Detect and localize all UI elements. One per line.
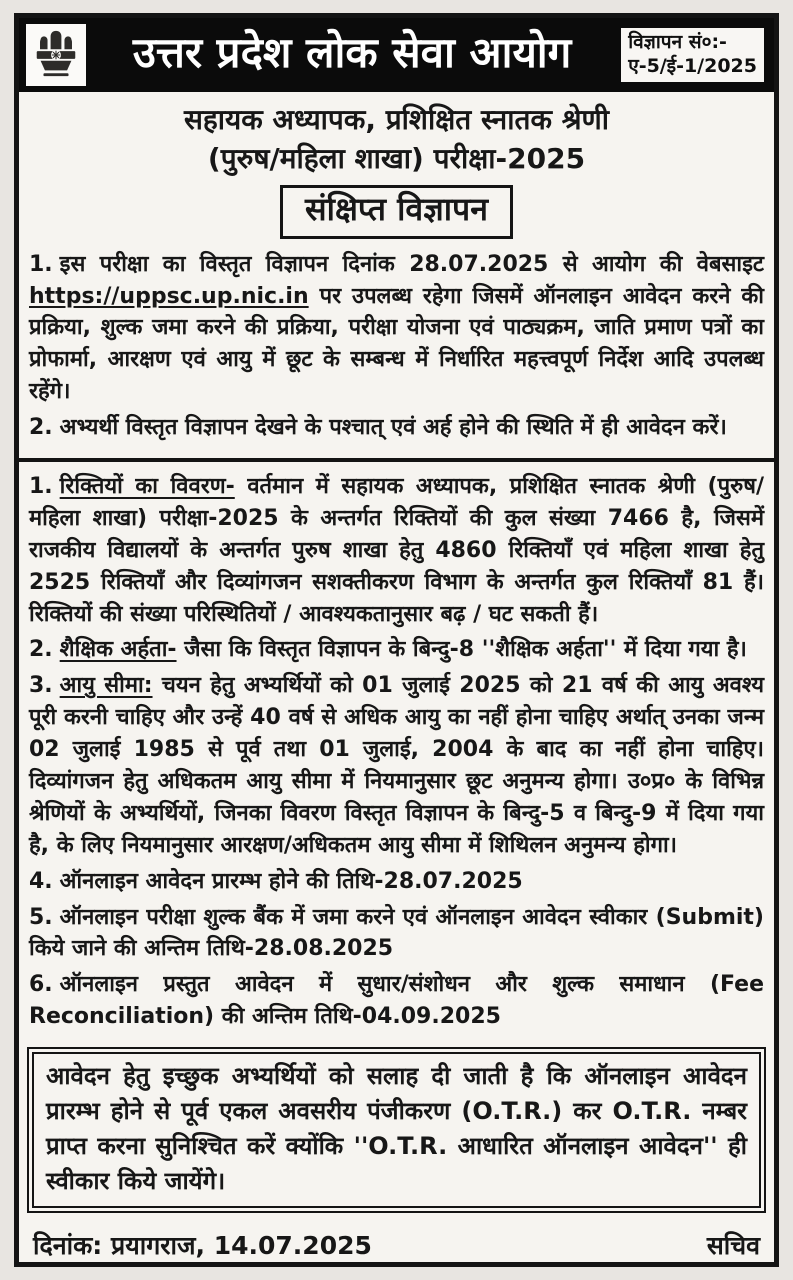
point-number: 6. xyxy=(29,972,53,998)
point-number: 3. xyxy=(29,673,53,699)
otr-advisory-box xyxy=(27,1047,766,1213)
exam-title-line2: (पुरुष/महिला शाखा) परीक्षा-2025 xyxy=(207,141,586,175)
footer-signatory: सचिव xyxy=(706,1231,760,1261)
point-age-limit xyxy=(29,670,764,861)
start-date-value: 28.07.2025 xyxy=(409,251,549,277)
section-divider xyxy=(19,458,774,462)
org-name: उत्तर प्रदेश लोक सेवा आयोग xyxy=(132,27,572,77)
intro-para-2 xyxy=(29,412,764,444)
advert-number-box xyxy=(618,25,767,85)
point-qualification xyxy=(29,634,764,666)
point-body: वर्तमान में सहायक अध्यापक, प्रशिक्षित स्नातक श्रेणी (पुरुष/महिला शाखा) परीक्षा-2025 के अन्तर्गत रिक्तियों की कुल संख्या 7466 है, जिसमें राजकीय विद्यालयों के अन्तर्गत पुरुष शाखा हेतु 4860 रिक्तियाँ एवं महिला शाखा हेतु 2525 रिक्तियाँ और दिव्यांगजन सशक्तीकरण विभाग के अन्तर्गत कुल रिक्तियाँ 81 हैं। रिक्तियों की संख्या परिस्थितियों / आवश्यकतानुसार बढ़ / घट सकती हैं। xyxy=(29,473,764,627)
advert-number-label: विज्ञापन सं०:- xyxy=(628,31,727,54)
point-last-date-submit xyxy=(29,902,764,966)
masthead xyxy=(19,18,774,92)
point-body: ऑनलाइन परीक्षा शुल्क बैंक में जमा करने एवं ऑनलाइन आवेदन स्वीकार (Submit) किये जाने की अन्तिम तिथि- xyxy=(29,904,764,962)
notice-type-label: संक्षिप्त विज्ञापन xyxy=(305,190,488,229)
point-body: चयन हेतु अभ्यर्थियों को 01 जुलाई 2025 को 21 वर्ष की आयु अवश्य पूरी करनी चाहिए और उन्हें 40 वर्ष से अधिक आयु का नहीं होना चाहिए अर्थात् उनका जन्म 02 जुलाई 1985 से पूर्व तथा 01 जुलाई, 2004 के बाद का नहीं होना चाहिए। दिव्यांगजन हेतु अधिकतम आयु सीमा में नियमानुसार छूट अनुमन्य होगा। उ०प्र० के विभिन्न श्रेणियों के अभ्यर्थियों, जिनका विवरण विस्तृत विज्ञापन के बिन्दु-5 व बिन्दु-9 में दिया गया है, के लिए नियमानुसार आरक्षण/अधिकतम आयु सीमा में शिथिलन अनुमन्य होगा। xyxy=(29,673,764,858)
point-number: 4. xyxy=(29,868,53,894)
date-value: 28.07.2025 xyxy=(383,868,523,894)
para-number: 1. xyxy=(29,251,53,277)
point-body: ऑनलाइन आवेदन प्रारम्भ होने की तिथि- xyxy=(59,868,384,894)
intro-para-1 xyxy=(29,249,764,408)
intro-section xyxy=(19,243,774,452)
notice-type-box xyxy=(280,185,513,238)
footer xyxy=(19,1219,774,1262)
intro-para-2-text: अभ्यर्थी विस्तृत विज्ञापन देखने के पश्चात् एवं अर्ह होने की स्थिति में ही आवेदन करें। xyxy=(59,415,727,441)
website-url: https://uppsc.up.nic.in xyxy=(29,283,309,309)
point-number: 5. xyxy=(29,904,53,930)
intro-para-1-text-b: से आयोग की वेबसाइट xyxy=(548,251,765,277)
exam-title-line1: सहायक अध्यापक, प्रशिक्षित स्नातक श्रेणी xyxy=(183,103,610,136)
otr-advisory-text: आवेदन हेतु इच्छुक अभ्यर्थियों को सलाह दी जाती है कि ऑनलाइन आवेदन प्रारम्भ होने से पूर्व एकल अवसरीय पंजीकरण (O.T.R.) कर O.T.R. नम्बर प्राप्त करना सुनिश्चित करें क्योंकि ''O.T.R. आधारित ऑनलाइन आवेदन'' ही स्वीकार किये जायेंगे। xyxy=(32,1052,761,1208)
date-value: 28.08.2025 xyxy=(253,936,394,962)
point-body: जैसा कि विस्तृत विज्ञापन के बिन्दु-8 ''शैक्षिक अर्हता'' में दिया गया है। xyxy=(176,637,747,663)
point-last-date-correction xyxy=(29,969,764,1033)
para-number: 2. xyxy=(29,415,53,441)
footer-date-place: दिनांक: प्रयागराज, 14.07.2025 xyxy=(33,1231,372,1261)
point-heading: शैक्षिक अर्हता- xyxy=(59,637,177,663)
point-start-date xyxy=(29,866,764,898)
notice-sheet xyxy=(14,13,779,1267)
exam-title xyxy=(19,92,774,178)
points-section xyxy=(19,464,774,1039)
point-number: 1. xyxy=(29,473,53,499)
point-heading: रिक्तियों का विवरण- xyxy=(59,473,235,499)
point-vacancies xyxy=(29,471,764,630)
point-heading: आयु सीमा: xyxy=(59,673,153,699)
point-number: 2. xyxy=(29,637,53,663)
ashoka-emblem-icon xyxy=(26,24,86,86)
point-body: ऑनलाइन प्रस्तुत आवेदन में सुधार/संशोधन और शुल्क समाधान (Fee Reconciliation) की अन्तिम तिथि- xyxy=(29,972,764,1030)
advert-number-value: ए-5/ई-1/2025 xyxy=(628,55,757,77)
intro-para-1-text-a: इस परीक्षा का विस्तृत विज्ञापन दिनांक xyxy=(59,251,410,277)
date-value: 04.09.2025 xyxy=(361,1004,501,1030)
intro-para-1-text-c: पर उपलब्ध रहेगा जिसमें ऑनलाइन आवेदन करने की प्रक्रिया, शुल्क जमा करने की प्रक्रिया, परीक्षा योजना एवं पाठ्यक्रम, जाति प्रमाण पत्रों का प्रोफार्मा, आरक्षण एवं आयु में छूट के सम्बन्ध में निर्धारित महत्त्वपूर्ण निर्देश आदि उपलब्ध रहेंगे। xyxy=(29,283,764,405)
